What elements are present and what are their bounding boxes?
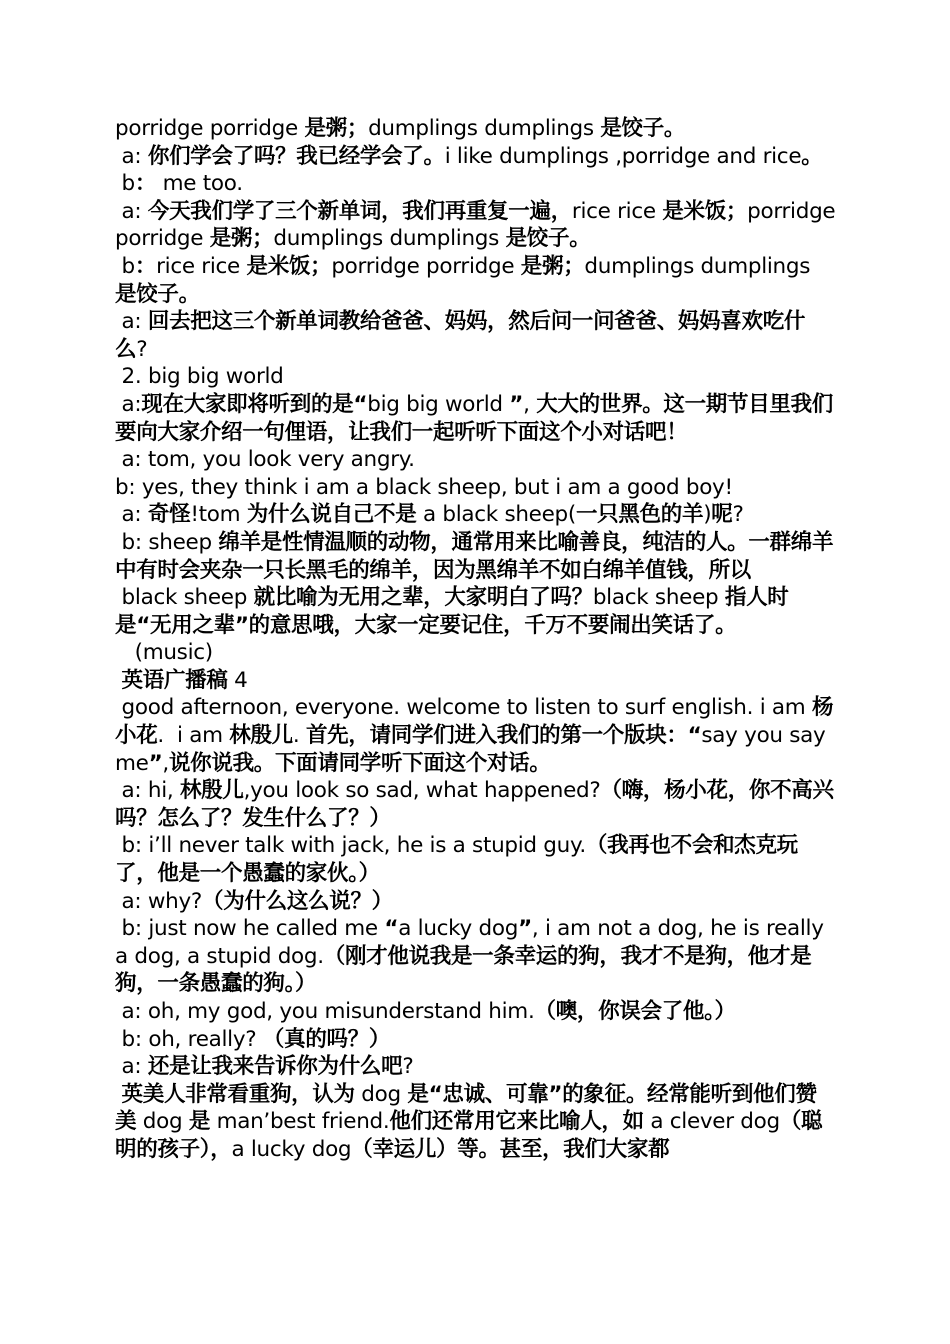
text-line: a: 今天我们学了三个新单词，我们再重复一遍，rice rice 是米饭；porridge porridge 是粥；dumplings dumplings 是饺子。 bbox=[115, 198, 842, 252]
text-line: b: sheep 绵羊是性情温顺的动物，通常用来比喻善良，纯洁的人。一群绵羊中有时会夹杂一只长黑毛的绵羊，因为黑绵羊不如白绵羊值钱，所以 bbox=[115, 529, 834, 583]
text-line: a: 还是让我来告诉你为什么吧? bbox=[115, 1054, 414, 1080]
section-heading: 英语广播稿 4 bbox=[121, 667, 248, 693]
text-line: good afternoon, everyone. welcome to listen to surf english. i am 杨小花. i am 林殷儿. 首先，请同学们进入我们的第一个版块：“say you say me”,说你说我。下面请同学听下面这个对话。 bbox=[115, 695, 834, 776]
text-line: black sheep 就比喻为无用之辈，大家明白了吗？black sheep 指人时是“无用之辈”的意思哦，大家一定要记住，千万不要闹出笑话了。 bbox=[115, 585, 789, 638]
text-line: a: hi, 林殷儿,you look so sad, what happened?（嗨，杨小花，你不高兴吗？怎么了？发生什么了？） bbox=[115, 778, 834, 831]
text-line: b：rice rice 是米饭；porridge porridge 是粥；dumplings dumplings 是饺子。 bbox=[115, 253, 817, 307]
text-line: porridge porridge 是粥；dumplings dumplings 是饺子。 bbox=[115, 116, 686, 141]
text-line: b： me too. bbox=[115, 171, 243, 197]
section-heading: 2. big big world bbox=[115, 364, 284, 390]
text-line: a: 奇怪!tom 为什么说自己不是 a black sheep(一只黑色的羊)呢? bbox=[115, 502, 744, 528]
text-line: a: tom, you look very angry. bbox=[115, 447, 415, 473]
text-line: b: i’ll never talk with jack, he is a stupid guy.（我再也不会和杰克玩了，他是一个愚蠢的家伙。） bbox=[115, 833, 798, 887]
text-line: (music) bbox=[115, 640, 213, 666]
text-line: a: oh, my god, you misunderstand him.（噢，你误会了他。） bbox=[115, 999, 736, 1024]
text-line: 英美人非常看重狗，认为 dog 是“忠诚、可靠”的象征。经常能听到他们赞美 dog 是 man’best friend.他们还常用它来比喻人，如 a clever dog（聪明的孩子），a lucky dog（幸运儿）等。甚至，我们大家都 bbox=[115, 1081, 823, 1162]
text-line: a:现在大家即将听到的是“big big world ”, 大大的世界。这一期节目里我们要向大家介绍一句俚语，让我们一起听听下面这个小对话吧！ bbox=[115, 391, 833, 445]
text-line: b: yes, they think i am a black sheep, but i am a good boy! bbox=[115, 474, 733, 500]
text-line: a: 你们学会了吗？我已经学会了。i like dumplings ,porridge and rice。 bbox=[115, 143, 823, 169]
text-line: b: oh, really? （真的吗？） bbox=[115, 1026, 391, 1052]
document-page bbox=[115, 115, 842, 1164]
text-line: a: why?（为什么这么说？） bbox=[115, 888, 393, 914]
text-line: a: 回去把这三个新单词教给爸爸、妈妈，然后问一问爸爸、妈妈喜欢吃什么? bbox=[115, 309, 806, 362]
text-line: b: just now he called me “a lucky dog”, i am not a dog, he is really a dog, a stupid dog.（刚才他说我是一条幸运的狗，我才不是狗，他才是狗，一条愚蠢的狗。） bbox=[115, 916, 831, 997]
